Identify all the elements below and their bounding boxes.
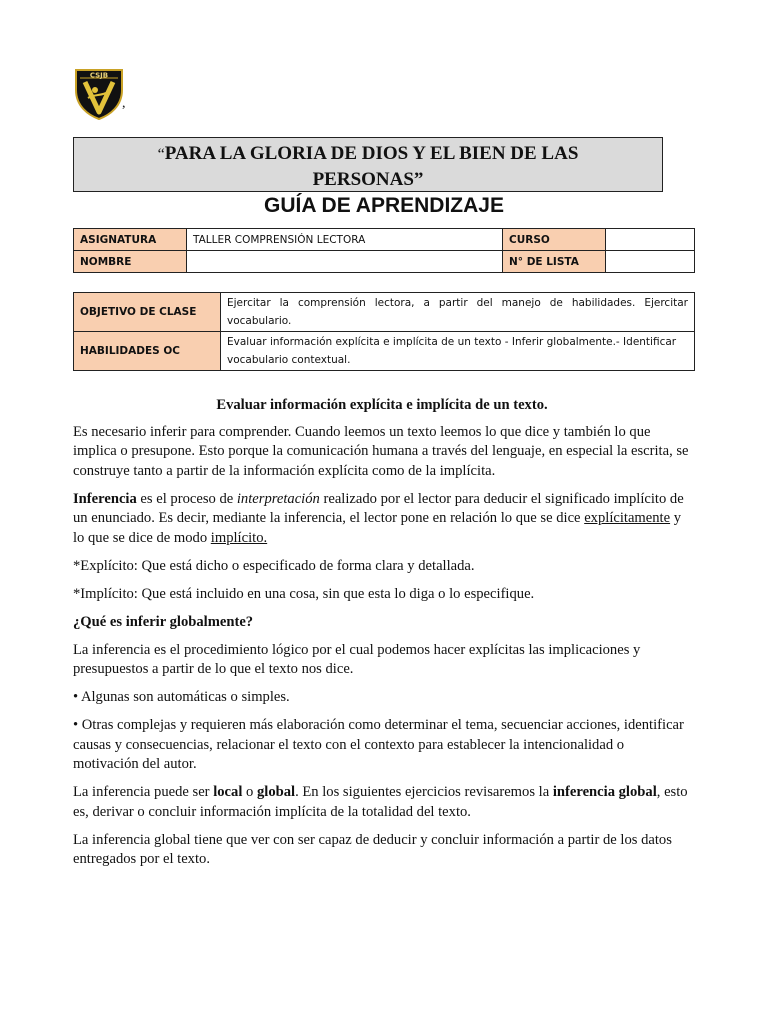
bullet-complex: • Otras complejas y requieren más elaboración como determinar el tema, secuenciar acciones, identificar causas y consecuencias, relacionar el texto con el contexto para establecer la intencionalidad o motivación del autor. bbox=[73, 717, 684, 772]
info-table bbox=[73, 228, 695, 273]
list-number-label: N° DE LISTA bbox=[503, 251, 606, 273]
paragraph-inference-definition bbox=[73, 490, 691, 549]
term-interpretacion: interpretación bbox=[236, 490, 320, 507]
skills-value: Evaluar información explícita e implícita de un texto - Inferir globalmente.- Identificar vocabulario contextual. bbox=[221, 332, 695, 371]
motto-line2: PERSONAS” bbox=[312, 169, 424, 190]
school-crest-logo bbox=[74, 68, 124, 120]
motto-line1: PARA LA GLORIA DE DIOS Y EL BIEN DE LAS bbox=[164, 143, 579, 164]
paragraph-intro: Es necesario inferir para comprender. Cuando leemos un texto leemos lo que dice y también lo que implica o presupone. Esto porque la comunicación humana a través del lenguaje, en especial la escrita, se construye tanto a partir de la información explícita como de la implícita. bbox=[73, 423, 689, 479]
definition-explicito: *Explícito: Que está dicho o especificado de forma clara y detallada. bbox=[73, 557, 475, 574]
text-span: es el proceso de bbox=[136, 490, 237, 507]
text-span: , esto es, derivar o concluir información implícita de la totalidad del texto. bbox=[73, 784, 688, 820]
list-number-field[interactable] bbox=[606, 251, 695, 273]
table-row bbox=[74, 251, 695, 273]
text-span: La inferencia puede ser bbox=[73, 784, 214, 800]
question-heading: ¿Qué es inferir globalmente? bbox=[73, 613, 254, 630]
objective-value: Ejercitar la comprensión lectora, a partir del manejo de habilidades. Ejercitar vocabulario. bbox=[221, 293, 695, 332]
paragraph-global-inference: La inferencia es el procedimiento lógico por el cual podemos hacer explícitas las implicaciones y presupuestos a partir de lo que el texto nos dice. bbox=[73, 641, 641, 677]
paragraph-conclusion: La inferencia global tiene que ver con ser capaz de deducir y concluir información a partir de los datos entregados por el texto. bbox=[73, 831, 672, 867]
motto-banner bbox=[73, 137, 663, 192]
page-title: GUÍA DE APRENDIZAJE bbox=[264, 194, 504, 217]
objectives-table bbox=[73, 292, 695, 371]
skills-label: HABILIDADES OC bbox=[74, 332, 221, 371]
table-row bbox=[74, 229, 695, 251]
name-label: NOMBRE bbox=[74, 251, 187, 273]
text-span: o bbox=[242, 784, 257, 800]
text-span: y lo que se dice de modo bbox=[73, 510, 682, 546]
term-implicito: implícito. bbox=[210, 529, 268, 546]
term-global: global bbox=[256, 784, 296, 800]
term-inferencia-global: inferencia global bbox=[552, 784, 657, 800]
course-field[interactable] bbox=[606, 229, 695, 251]
definition-implicito: *Implícito: Que está incluido en una cosa, sin que esta lo diga o lo especifique. bbox=[73, 585, 535, 602]
term-inferencia: Inferencia bbox=[73, 490, 137, 507]
subject-label: ASIGNATURA bbox=[74, 229, 187, 251]
table-row bbox=[74, 332, 695, 371]
objective-label: OBJETIVO DE CLASE bbox=[74, 293, 221, 332]
table-row bbox=[74, 293, 695, 332]
logo-comma: , bbox=[122, 96, 126, 111]
subject-value: TALLER COMPRENSIÓN LECTORA bbox=[187, 229, 503, 251]
course-label: CURSO bbox=[503, 229, 606, 251]
svg-text:CSJB: CSJB bbox=[89, 71, 109, 80]
term-explicitamente: explícitamente bbox=[584, 510, 671, 526]
term-local: local bbox=[213, 784, 243, 800]
name-field[interactable] bbox=[187, 251, 503, 273]
section-title: Evaluar información explícita e implícita de un texto. bbox=[216, 397, 548, 413]
text-span: . En los siguientes ejercicios revisaremos la bbox=[295, 784, 553, 800]
text-span: realizado por el lector para deducir el significado implícito de un enunciado. Es decir, mediante la inferencia, el lector pone en relación lo que se dice bbox=[73, 490, 684, 526]
paragraph-local-global bbox=[73, 783, 691, 822]
document-body bbox=[73, 396, 691, 878]
motto-open-quote: “ bbox=[157, 146, 165, 163]
bullet-simple: • Algunas son automáticas o simples. bbox=[73, 689, 290, 705]
